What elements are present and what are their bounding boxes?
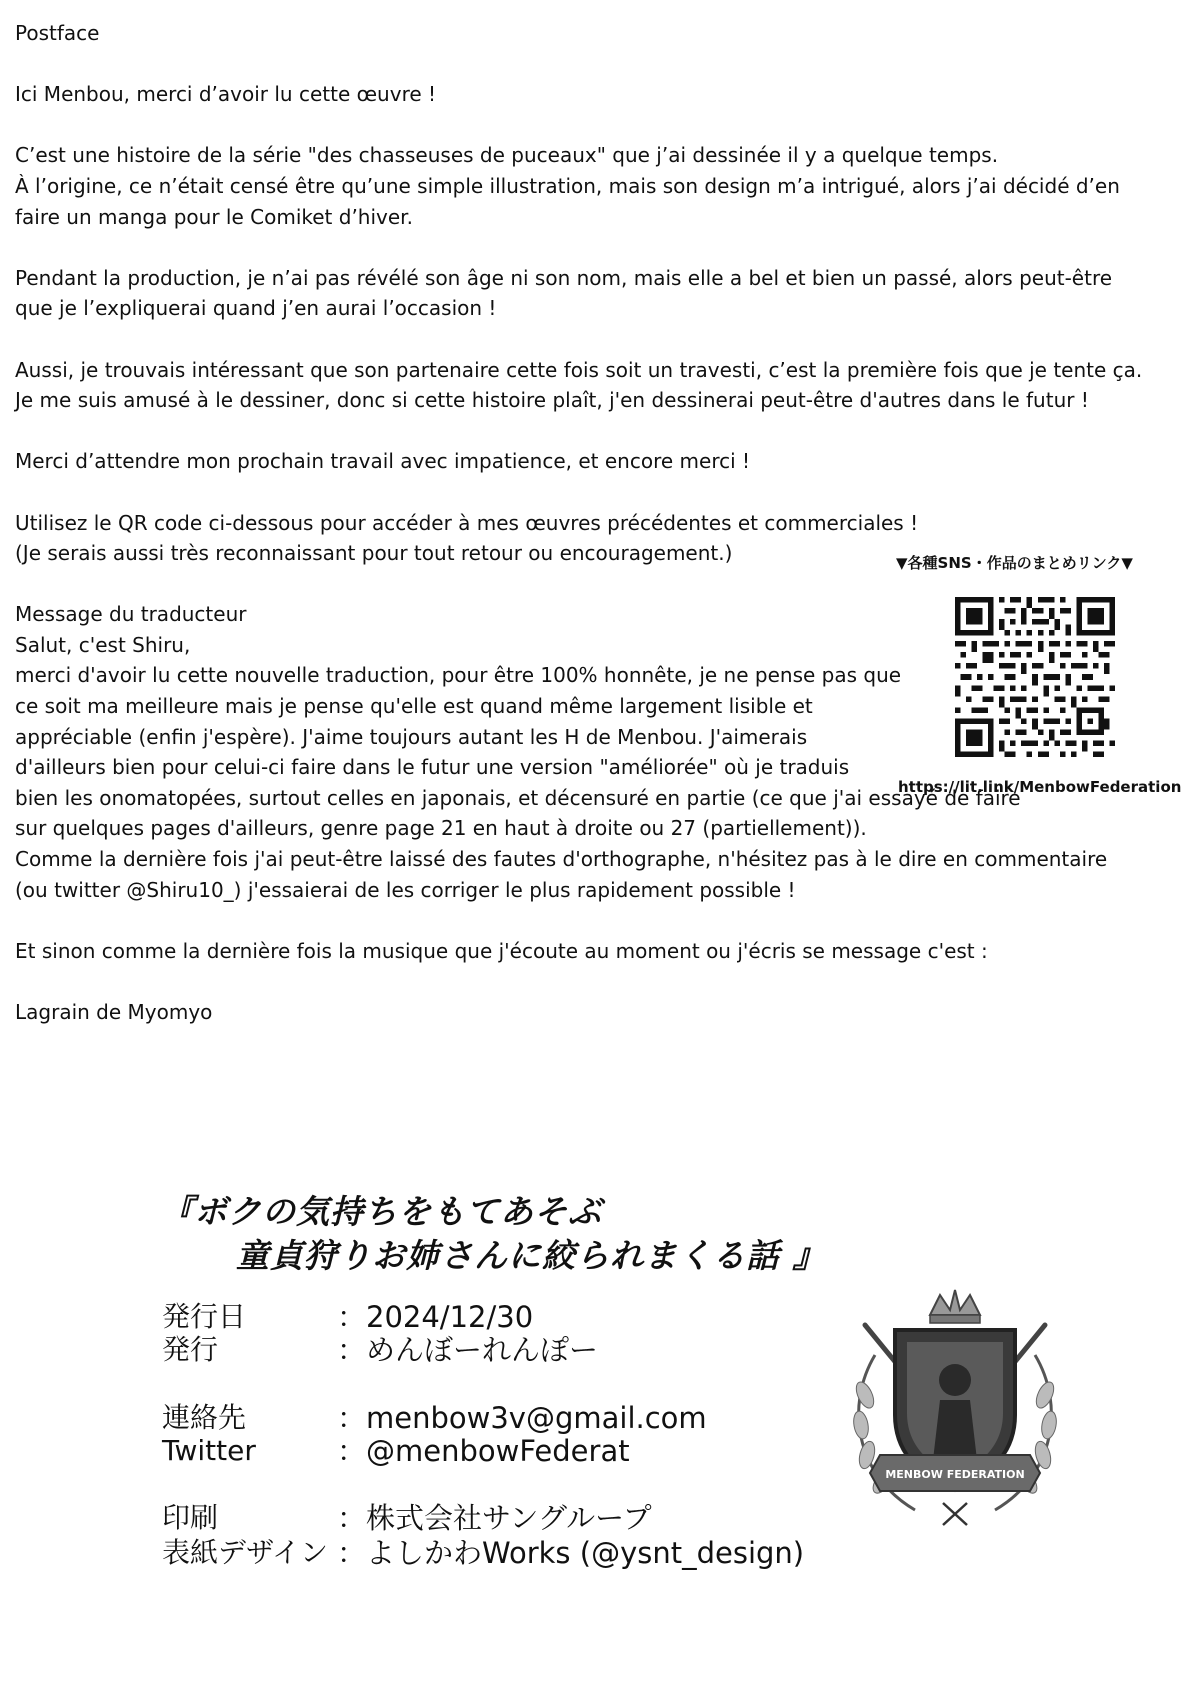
text-line: Utilisez le QR code ci-dessous pour accéder à mes œuvres précédentes et commerciales !: [15, 510, 919, 535]
text-line: Comme la dernière fois j'ai peut-être laissé des fautes d'orthographe, n'hésitez pas à le dire en commentaire: [15, 847, 1108, 872]
text-line: appréciable (enfin j'espère). J'aime toujours autant les H de Menbou. J'aimerais: [15, 724, 808, 749]
qr-code-icon[interactable]: [955, 597, 1115, 757]
colophon-key: 発行日: [162, 1300, 247, 1333]
text-line: ce soit ma meilleure mais je pense qu'elle est quand même largement lisible et: [15, 694, 813, 719]
postface-paragraph-production: [15, 263, 1185, 324]
book-title-line-2: 童貞狩りお姉さんに絞られまくる話 』: [236, 1236, 827, 1275]
text-line: faire un manga pour le Comiket d’hiver.: [15, 204, 413, 229]
postface-paragraph-story: [15, 140, 1185, 232]
colophon-key: 印刷: [162, 1501, 219, 1534]
colophon-key: 表紙デザイン: [162, 1536, 329, 1569]
colophon-key: 発行: [162, 1333, 219, 1366]
translator-heading: Message du traducteur: [15, 602, 247, 627]
text-line: sur quelques pages d'ailleurs, genre page 21 en haut à droite ou 27 (partiellement)).: [15, 816, 867, 841]
text-line: Je me suis amusé à le dessiner, donc si cette histoire plaît, j'en dessinerai peut-être d'autres dans le futur !: [15, 388, 1089, 413]
book-title: [160, 1190, 827, 1278]
crest-emblem-icon: [835, 1285, 1075, 1540]
postface-paragraph-wait: Merci d’attendre mon prochain travail avec impatience, et encore merci !: [15, 449, 751, 474]
text-line: Pendant la production, je n’ai pas révélé son âge ni son nom, mais elle a bel et bien un passé, alors peut-être: [15, 265, 1113, 290]
colophon-value: ：2024/12/30: [337, 1300, 534, 1334]
text-line: que je l’expliquerai quand j’en aurai l’occasion !: [15, 296, 497, 321]
emblem-banner-text: MENBOW FEDERATION: [885, 1468, 1025, 1481]
colophon-value: ：めんぼーれんぽー: [337, 1333, 599, 1367]
translator-music: Et sinon comme la dernière fois la musique que j'écoute au moment ou j'écris se message c'est :: [15, 938, 988, 963]
colophon-value: ：よしかわWorks (@ysnt_design): [337, 1536, 805, 1570]
text-line: Salut, c'est Shiru,: [15, 632, 191, 657]
text-line: À l’origine, ce n’était censé être qu’une simple illustration, mais son design m’a intrigué, alors j’ai décidé d’en: [15, 173, 1120, 198]
colophon-value: ：@menbowFederat: [337, 1434, 630, 1468]
colophon-value: ：株式会社サングループ: [337, 1501, 652, 1535]
text-line: (Je serais aussi très reconnaissant pour tout retour ou encouragement.): [15, 541, 733, 566]
text-line: d'ailleurs bien pour celui-ci faire dans le futur une version "améliorée" où je traduis: [15, 755, 850, 780]
colophon-value: ：menbow3v@gmail.com: [337, 1401, 707, 1435]
postface-section: [15, 18, 1185, 1058]
text-line: bien les onomatopées, surtout celles en japonais, et décensuré en partie (ce que j'ai essayé de faire: [15, 785, 1021, 810]
qr-caption: ▼各種SNS・作品のまとめリンク▼: [896, 554, 1133, 572]
translator-song: Lagrain de Myomyo: [15, 1000, 213, 1024]
colophon-key: 連絡先: [162, 1401, 247, 1434]
colophon-key: Twitter: [162, 1434, 256, 1467]
qr-url-link[interactable]: https://lit.link/MenbowFederation: [898, 778, 1182, 796]
text-line: Aussi, je trouvais intéressant que son partenaire cette fois soit un travesti, c’est la première fois que je tente ça.: [15, 357, 1143, 382]
text-line: merci d'avoir lu cette nouvelle traduction, pour être 100% honnête, je ne pense pas que: [15, 663, 902, 688]
postface-paragraph-partner: [15, 355, 1185, 416]
book-title-line-1: 『ボクの気持ちをもてあそぶ: [160, 1192, 602, 1231]
postface-heading: Postface: [15, 21, 100, 45]
postface-thanks: Ici Menbou, merci d’avoir lu cette œuvre !: [15, 82, 437, 107]
text-line: (ou twitter @Shiru10_) j'essaierai de les corriger le plus rapidement possible !: [15, 877, 796, 902]
text-line: C’est une histoire de la série "des chasseuses de puceaux" que j’ai dessinée il y a quelque temps.: [15, 143, 999, 168]
